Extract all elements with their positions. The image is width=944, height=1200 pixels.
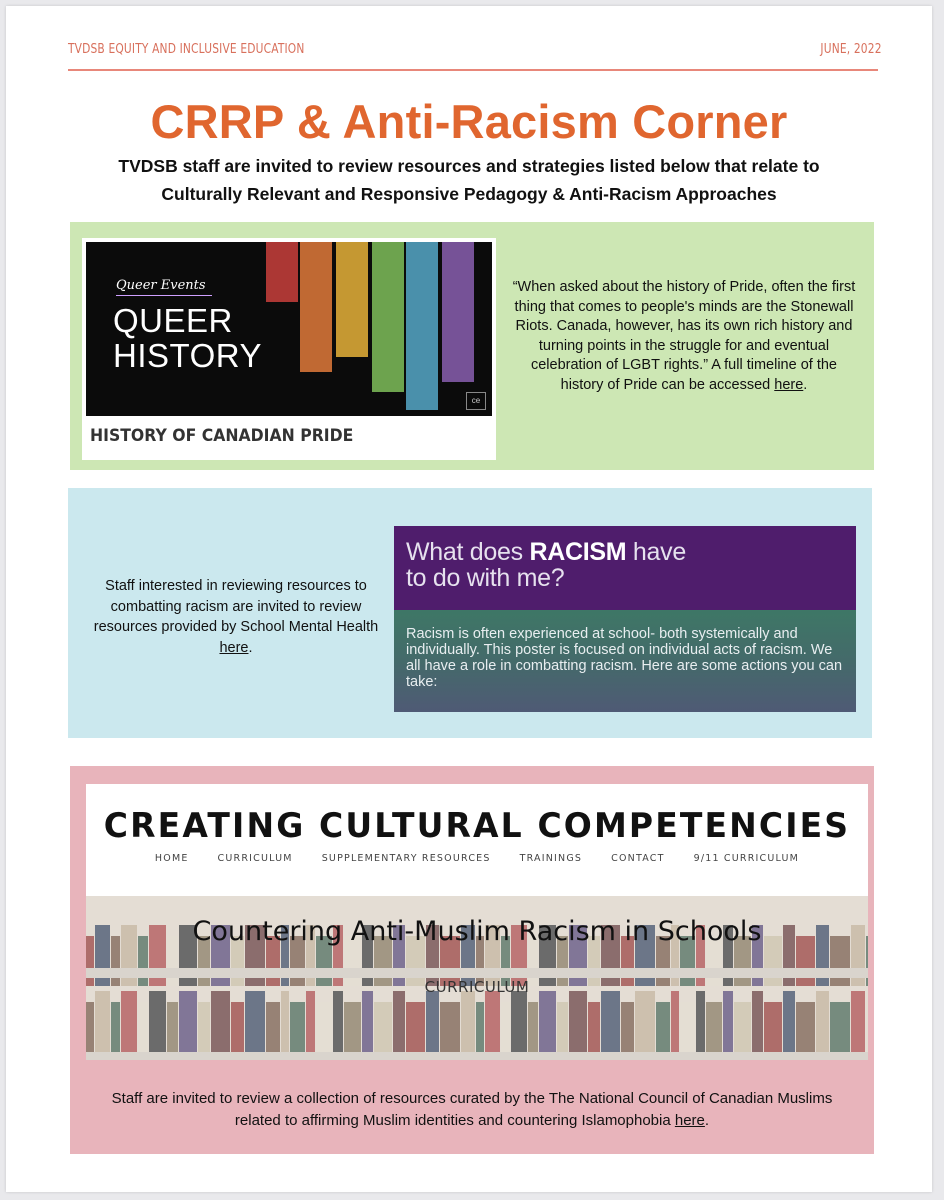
nav-home: HOME [154,853,189,864]
ncccm-resources-text [100,1088,844,1131]
pride-stripe [336,242,368,357]
ncccm-text-body: Staff are invited to review a collection of resources curated by the The National Council of Canadian Muslims related to affirming Muslim identities and countering Islamophobia [111,1090,833,1129]
ncccm-link[interactable]: here [674,1111,705,1129]
pride-timeline-link[interactable]: here [774,376,804,393]
queer-history-banner [86,242,492,416]
queer-history-title-line2: HISTORY [113,337,262,374]
pride-quote-text: “When asked about the history of Pride, often the first thing that comes to people's minds are the Stonewall Riots. Canada, however, has its own rich history and turning points in the struggle for and eventual celebration of LGBT rights.” A full timeline of the history of Pride can be accessed [512,279,856,393]
logo-badge: ce [466,392,486,410]
period: . [803,376,808,393]
pride-section [70,222,874,470]
header-date: JUNE, 2022 [820,42,882,57]
poster-header [394,526,856,610]
muslim-resources-section [70,766,874,1154]
nav-curriculum: CURRICULUM [217,853,293,864]
bookshelf-banner [86,896,868,1060]
header-divider [68,69,878,71]
banner-subtitle: CURRICULUM [424,978,530,996]
racism-text-body: Staff interested in reviewing resources to combatting racism are invited to review resources provided by School Mental Health [93,578,379,635]
page-subtitle: TVDSB staff are invited to review resources and strategies listed below that relate to Culturally Relevant and Responsive Pedagogy & Anti-Racism Approaches [118,156,820,204]
ccc-website-screenshot[interactable] [86,784,868,1060]
pride-quote [510,278,858,395]
tag-underline [116,295,212,296]
header-organization: TVDSB EQUITY AND INCLUSIVE EDUCATION [68,42,305,57]
racism-poster[interactable] [394,526,856,712]
nav-911-curriculum: 9/11 CURRICULUM [693,853,800,864]
nav-trainings: TRAININGS [519,853,583,864]
poster-title-post: have [626,538,686,566]
ccc-site-title: CREATING CULTURAL COMPETENCIES [103,806,851,846]
pride-stripe [406,242,438,410]
poster-title-line2: to do with me? [406,564,565,592]
page-title: CRRP & Anti-Racism Corner [150,95,788,148]
pride-stripe [372,242,404,392]
racism-resources-text [86,576,386,658]
ccc-nav [86,853,868,864]
pride-stripe [266,242,298,302]
nav-contact: CONTACT [611,853,665,864]
pride-caption: HISTORY OF CANADIAN PRIDE [90,426,354,445]
poster-title-pre: What does [406,538,530,566]
queer-events-tag: Queer Events [116,278,206,293]
poster-body-text: Racism is often experienced at school- both systemically and individually. This poster is focused on individual acts of racism. We all have a role in combatting racism. Here are some actions you can take: [406,626,843,690]
school-mental-health-link[interactable]: here [219,639,249,656]
pride-stripe [300,242,332,372]
nav-supplementary-resources: SUPPLEMENTARY RESOURCES [321,853,491,864]
newsletter-page [6,6,932,1192]
period: . [248,639,253,656]
poster-title-line1 [406,538,686,567]
banner-title: Countering Anti-Muslim Racism in Schools [192,916,762,947]
racism-section [68,488,872,738]
pride-image[interactable] [82,238,496,460]
queer-history-title-line1: QUEER [113,302,233,339]
period: . [704,1111,710,1129]
pride-stripe [442,242,474,382]
poster-title-bold: RACISM [529,538,627,566]
poster-body-panel [394,610,856,712]
